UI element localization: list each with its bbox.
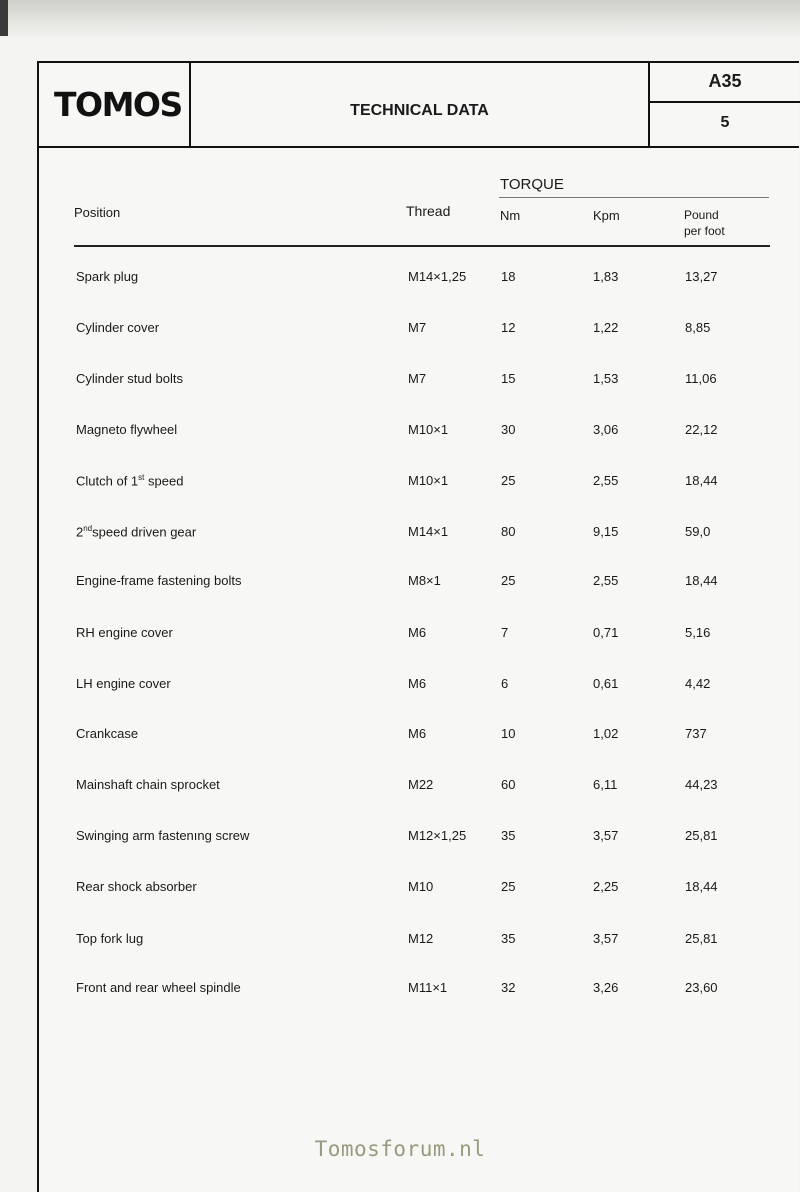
- cell-position: Front and rear wheel spindle: [76, 980, 241, 995]
- cell-thread: M8×1: [408, 573, 441, 588]
- cell-nm: 18: [501, 269, 516, 284]
- cell-position-text: Clutch of 1: [76, 473, 139, 489]
- column-header-thread: Thread: [406, 203, 451, 219]
- cell-thread: M6: [408, 726, 427, 741]
- cell-kpm: 1,53: [593, 371, 619, 386]
- table-row: [39, 524, 799, 548]
- table-row: [39, 473, 799, 497]
- cell-position: Spark plug: [76, 269, 139, 284]
- header-block: [39, 63, 799, 148]
- cell-kpm: 2,25: [593, 879, 619, 894]
- table-row: [39, 980, 799, 1004]
- cell-position: Swinging arm fastenıng screw: [76, 828, 250, 843]
- watermark: Tomosforum.nl: [314, 1137, 486, 1161]
- cell-kpm: 0,61: [593, 676, 619, 691]
- cell-pound-per-foot: 11,06: [685, 371, 717, 386]
- cell-pound-per-foot: 13,27: [685, 269, 718, 284]
- torque-divider: [499, 197, 769, 198]
- cell-position-text: speed driven gear: [92, 524, 197, 540]
- cell-nm: 25: [501, 473, 516, 488]
- scan-edge: [0, 0, 8, 36]
- cell-pound-per-foot: 18,44: [685, 879, 718, 894]
- cell-kpm: 6,11: [593, 777, 618, 792]
- cell-nm: 80: [501, 524, 516, 539]
- cell-pound-per-foot: 59,0: [685, 524, 711, 539]
- cell-nm: 10: [501, 726, 516, 741]
- cell-position-text: speed: [144, 473, 184, 489]
- table-row: [39, 726, 799, 750]
- column-header-torque: TORQUE: [500, 176, 564, 193]
- cell-position: Cylinder cover: [76, 320, 160, 335]
- cell-position: LH engine cover: [76, 676, 171, 691]
- cell-thread: M7: [408, 371, 427, 386]
- cell-thread: M6: [408, 625, 427, 640]
- column-header-position: Position: [74, 205, 121, 220]
- cell-nm: 32: [501, 980, 516, 995]
- table-row: [39, 371, 799, 395]
- cell-kpm: 2,55: [593, 473, 619, 488]
- cell-nm: 30: [501, 422, 516, 437]
- cell-pound-per-foot: 18,44: [685, 573, 718, 588]
- cell-kpm: 2,55: [593, 573, 619, 588]
- table-row: [39, 625, 799, 649]
- code-cell: [650, 63, 800, 103]
- table-row: [39, 879, 799, 903]
- cell-thread: M14×1,25: [408, 269, 467, 284]
- cell-kpm: 9,15: [593, 524, 619, 539]
- page-number: 5: [720, 114, 730, 131]
- table-row: [39, 931, 799, 955]
- cell-position: Magneto flywheel: [76, 422, 178, 437]
- table-row: [39, 777, 799, 801]
- cell-position-text: 2: [76, 524, 84, 540]
- cell-kpm: 1,22: [593, 320, 619, 335]
- cell-pound-per-foot: 22,12: [685, 422, 718, 437]
- cell-pound-per-foot: 4,42: [685, 676, 711, 691]
- cell-position-superscript: st: [138, 473, 145, 482]
- cell-thread: M10×1: [408, 473, 449, 488]
- cell-nm: 7: [501, 625, 509, 640]
- cell-kpm: 1,83: [593, 269, 619, 284]
- cell-kpm: 1,02: [593, 726, 619, 741]
- cell-nm: 35: [501, 931, 516, 946]
- cell-position: RH engine cover: [76, 625, 173, 640]
- column-header-pound: Pound: [684, 208, 719, 222]
- cell-kpm: 0,71: [593, 625, 619, 640]
- cell-pound-per-foot: 44,23: [685, 777, 718, 792]
- cell-thread: M22: [408, 777, 434, 792]
- cell-nm: 6: [501, 676, 509, 691]
- cell-position: [76, 473, 183, 488]
- document-sheet: [37, 61, 799, 1192]
- cell-position: Cylinder stud bolts: [76, 371, 183, 386]
- cell-thread: M7: [408, 320, 427, 335]
- cell-thread: M14×1: [408, 524, 449, 539]
- cell-thread: M10: [408, 879, 434, 894]
- cell-pound-per-foot: 8,85: [685, 320, 711, 335]
- cell-kpm: 3,06: [593, 422, 619, 437]
- cell-pound-per-foot: 23,60: [685, 980, 718, 995]
- cell-pound-per-foot: 737: [685, 726, 707, 741]
- scan-shadow: [0, 0, 800, 40]
- cell-thread: M12×1,25: [408, 828, 467, 843]
- cell-position: Crankcase: [76, 726, 139, 741]
- cell-position: Mainshaft chain sprocket: [76, 777, 220, 792]
- cell-kpm: 3,57: [593, 931, 619, 946]
- table-row: [39, 828, 799, 852]
- logo-cell: [39, 63, 191, 146]
- cell-nm: 25: [501, 879, 516, 894]
- cell-nm: 35: [501, 828, 516, 843]
- cell-kpm: 3,26: [593, 980, 619, 995]
- cell-pound-per-foot: 25,81: [685, 931, 718, 946]
- table-row: [39, 269, 799, 293]
- table-row: [39, 676, 799, 700]
- cell-nm: 60: [501, 777, 516, 792]
- cell-position: Rear shock absorber: [76, 879, 197, 894]
- cell-nm: 15: [501, 371, 516, 386]
- table-row: [39, 320, 799, 344]
- cell-pound-per-foot: 18,44: [685, 473, 718, 488]
- column-header-nm: Nm: [500, 208, 521, 223]
- cell-thread: M6: [408, 676, 427, 691]
- column-header-kpm: Kpm: [593, 208, 620, 223]
- tomos-logo: TOMOS: [54, 85, 182, 124]
- cell-thread: M12: [408, 931, 434, 946]
- cell-thread: M11×1: [408, 980, 448, 995]
- header-rule: [74, 245, 770, 247]
- page-number-cell: [650, 103, 800, 146]
- cell-position: [76, 524, 196, 539]
- table-row: [39, 422, 799, 446]
- document-code: A35: [708, 71, 742, 91]
- cell-pound-per-foot: 5,16: [685, 625, 711, 640]
- cell-position: Top fork lug: [76, 931, 144, 946]
- cell-position-superscript: nd: [83, 524, 93, 533]
- cell-pound-per-foot: 25,81: [685, 828, 718, 843]
- column-header-per-foot: per foot: [684, 224, 725, 238]
- cell-nm: 12: [501, 320, 516, 335]
- page-title: TECHNICAL DATA: [350, 102, 489, 119]
- cell-kpm: 3,57: [593, 828, 619, 843]
- cell-thread: M10×1: [408, 422, 449, 437]
- cell-nm: 25: [501, 573, 516, 588]
- table-row: [39, 573, 799, 597]
- title-cell: [191, 63, 650, 146]
- cell-position: Engine-frame fastening bolts: [76, 573, 242, 588]
